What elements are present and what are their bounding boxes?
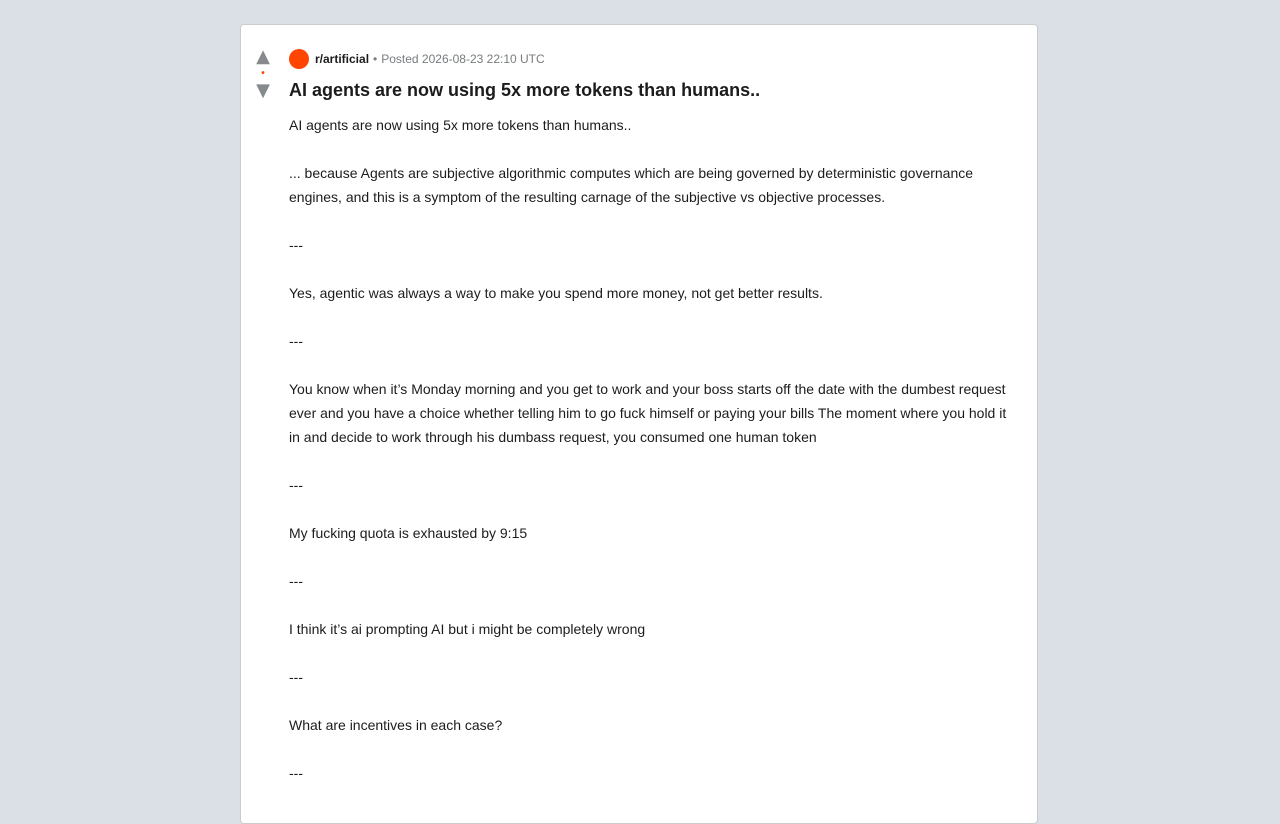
vote-column [249,47,277,101]
subreddit-avatar-icon[interactable] [289,49,309,69]
upvote-icon[interactable]: ▲ [256,46,270,67]
body-divider: --- [289,669,303,685]
downvote-icon[interactable]: ▼ [256,80,270,101]
body-paragraph: I think it’s ai prompting AI but i might be completely wrong [289,621,646,637]
post-card [240,24,1038,824]
body-paragraph: Yes, agentic was always a way to make you spend more money, not get better results. [289,285,823,301]
post-content [289,49,1011,809]
post-body [289,113,1011,785]
meta-separator: • [373,52,378,66]
vote-score: • [261,68,265,79]
body-divider: --- [289,333,303,349]
body-paragraph: What are incentives in each case? [289,717,503,733]
body-divider: --- [289,765,303,781]
post-meta [289,49,1011,69]
body-divider: --- [289,573,303,589]
body-paragraph: You know when it’s Monday morning and you get to work and your boss starts off the date with the dumbest request ever and you have a choice whether telling him to go fuck himself or paying your bills The moment where you hold it in and decide to work through his dumbass request, you consumed one human token [289,381,1007,445]
post-timestamp: Posted 2026-08-23 22:10 UTC [381,52,545,66]
body-paragraph: ... because Agents are subjective algorithmic computes which are being governed by deterministic governance engines, and this is a symptom of the resulting carnage of the subjective vs objective processes. [289,165,974,205]
body-divider: --- [289,237,303,253]
body-paragraph: AI agents are now using 5x more tokens than humans.. [289,117,632,133]
body-divider: --- [289,477,303,493]
post-title[interactable]: AI agents are now using 5x more tokens than humans.. [289,80,761,100]
body-paragraph: My fucking quota is exhausted by 9:15 [289,525,528,541]
subreddit-link[interactable]: r/artificial [315,52,370,66]
